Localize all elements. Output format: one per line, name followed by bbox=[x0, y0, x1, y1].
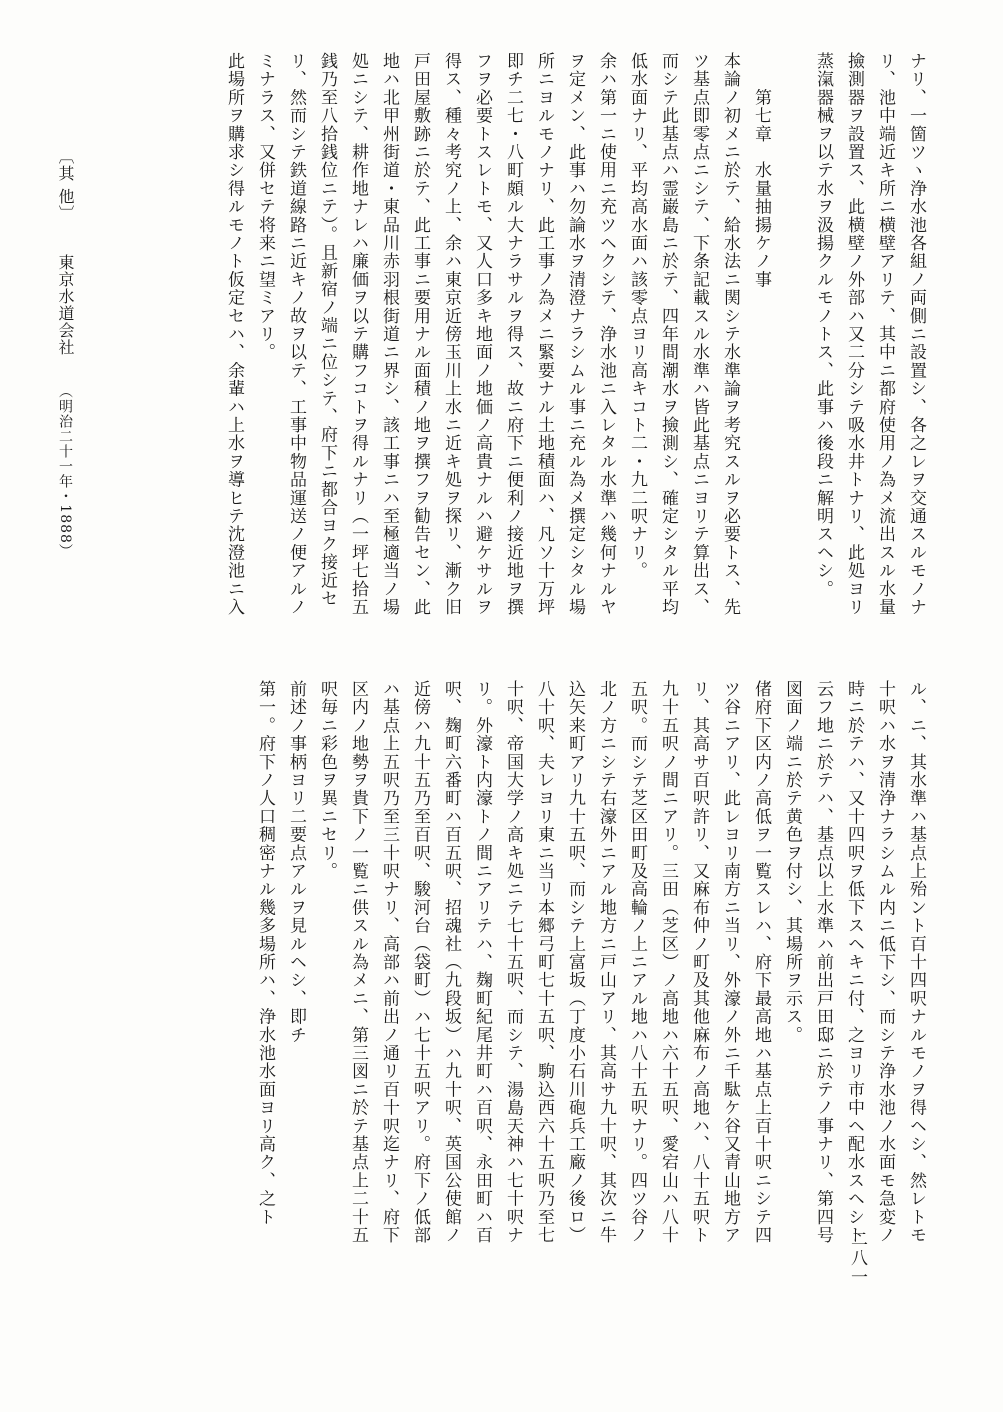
header-company: 東京水道会社 bbox=[56, 254, 75, 357]
text-column: 得ス、種々考究ノ上、余ハ東京近傍玉川上水ニ近キ処ヲ探リ、漸ク旧 bbox=[441, 52, 461, 617]
text-column: 地ハ北甲州街道・東品川赤羽根街道ニ界シ、該工事ニハ至極適当ノ場 bbox=[379, 52, 399, 617]
text-column: 銭乃至八拾銭位ニテ）。且新宿ノ端ニ位シテ、府下ニ都合ヨク接近セ bbox=[317, 52, 337, 608]
text-column: 前述ノ事柄ヨリ二要点アルヲ見ルヘシ、即チ bbox=[286, 680, 306, 1044]
text-column: リ、然而シテ鉄道線路ニ近キノ故ヲ以テ、工事中物品運送ノ便アルノ bbox=[286, 52, 306, 617]
text-column: リ、其高サ百呎許リ、又麻布仲ノ町及其他麻布ノ高地ハ、八十五呎ト bbox=[689, 680, 709, 1245]
text-column bbox=[776, 52, 807, 632]
page-number: 二八一 bbox=[847, 1230, 867, 1287]
text-column: 此場所ヲ購求シ得ルモノト仮定セハ、余輩ハ上水ヲ導ヒテ沈澄池ニ入 bbox=[224, 52, 244, 617]
text-column: 第七章 水量抽揚ケノ事 bbox=[751, 52, 771, 289]
text-column: ナリ、一箇ツヽ浄水池各組ノ両側ニ設置シ、各之レヲ交通スルモノナ bbox=[906, 52, 926, 617]
text-column: 云フ地ニ於テハ、基点以上水準ハ前出戸田邸ニ於テノ事ナリ、第四号 bbox=[813, 680, 833, 1245]
upper-text-block bbox=[121, 52, 931, 632]
text-column: リ、池中端近キ所ニ横壁アリテ、其中ニ都府使用ノ為メ流出スル水量 bbox=[875, 52, 895, 617]
text-column: 九十五呎ノ間ニアリ。三田（芝区）ノ高地ハ六十五呎、愛宕山ハ八十 bbox=[658, 680, 678, 1245]
text-column: 呎毎ニ彩色ヲ異ニセリ。 bbox=[317, 680, 337, 881]
header-date: （明治二十一年・1888） bbox=[57, 384, 73, 559]
text-column: 十呎、帝国大学ノ高キ処ニテ七十五呎、而シテ、湯島天神ハ七十呎ナ bbox=[503, 680, 523, 1245]
text-column: 図面ノ端ニ於テ黄色ヲ付シ、其場所ヲ示ス。 bbox=[782, 680, 802, 1044]
header-category: 〔其 他〕 bbox=[56, 148, 75, 223]
text-column: 本論ノ初メニ於テ、給水法ニ関シテ水準論ヲ考究スルヲ必要トス、先 bbox=[720, 52, 740, 617]
text-column: 十呎ハ水ヲ清浄ナラシムル内ニ低下シ、而シテ浄水池ノ水面モ急変ノ bbox=[875, 680, 895, 1245]
text-column: 込矢来町アリ九十五呎、而シテ上富坂（丁度小石川砲兵工廠ノ後ロ） bbox=[565, 680, 585, 1245]
text-column: 即チ二七・八町頗ル大ナラサルヲ得ス、故ニ府下ニ便利ノ接近地ヲ撰 bbox=[503, 52, 523, 617]
text-column: 北ノ方ニシテ右濠外ニアル地方ニ戸山アリ、其高サ九十呎、其次ニ牛 bbox=[596, 680, 616, 1245]
text-column: ヲ定メン、此事ハ勿論水ヲ清澄ナラシムル事ニ充ル為メ撰定シタル場 bbox=[565, 52, 585, 617]
text-column: 近傍ハ九十五乃至百呎、駿河台（袋町）ハ七十五呎アリ。府下ノ低部 bbox=[410, 680, 430, 1245]
text-column: 第一。府下ノ人口稠密ナル幾多場所ハ、浄水池水面ヨリ高ク、之ト bbox=[255, 680, 275, 1226]
text-column: 低水面ナリ、平均高水面ハ該零点ヨリ高キコト二・九二呎ナリ。 bbox=[627, 52, 647, 580]
text-column: 余ハ第一ニ使用ニ充ツヘクシテ、浄水池ニ入レタル水準ハ幾何ナルヤ bbox=[596, 52, 616, 617]
text-column: ル、ニ、其水準ハ基点上殆ント百十四呎ナルモノヲ得ヘシ、然レトモ bbox=[906, 680, 926, 1245]
text-column: フヲ必要トスレトモ、又人口多キ地面ノ地価ノ高貴ナルハ避ケサルヲ bbox=[472, 52, 492, 617]
running-header bbox=[54, 148, 77, 708]
text-column: 蒸滊器械ヲ以テ水ヲ汲揚クルモノトス、此事ハ後段ニ解明スヘシ。 bbox=[813, 52, 833, 598]
text-column: ツ谷ニアリ、此レヨリ南方ニ当リ、外濠ノ外ニ千駄ケ谷又青山地方ア bbox=[720, 680, 740, 1245]
text-column: 而シテ此基点ハ霊巌島ニ於テ、四年間潮水ヲ撿測シ、確定シタル平均 bbox=[658, 52, 678, 617]
text-column: 所ニヨルモノナリ、此工事ノ為メニ緊要ナル土地積面ハ、凡ソ十万坪 bbox=[534, 52, 554, 617]
text-column: 戸田屋敷跡ニ於テ、此工事ニ要用ナル面積ノ地ヲ撰フヲ勧告セン、此 bbox=[410, 52, 430, 617]
text-column: 呎、麹町六番町ハ百五呎、招魂社（九段坂）ハ九十呎、英国公使館ノ bbox=[441, 680, 461, 1245]
text-column: 撿測器ヲ設置ス、此横壁ノ外部ハ又二分シテ吸水井トナリ、此処ヨリ bbox=[844, 52, 864, 617]
text-column: 五呎。而シテ芝区田町及高輪ノ上ニアル地ハ八十五呎ナリ。四ツ谷ノ bbox=[627, 680, 647, 1245]
text-column: ハ基点上五呎乃至三十呎ナリ、高部ハ前出ノ通リ百十呎迄ナリ、府下 bbox=[379, 680, 399, 1245]
text-column: 区内ノ地勢ヲ貴下ノ一覧ニ供スル為メニ、第三図ニ於テ基点上二十五 bbox=[348, 680, 368, 1245]
text-column: 処ニシテ、耕作地ナレハ廉価ヲ以テ購フコトヲ得ルナリ（一坪七拾五 bbox=[348, 52, 368, 617]
text-column: ツ基点即零点ニシテ、下条記載スル水準ハ皆此基点ニヨリテ算出ス、 bbox=[689, 52, 709, 617]
text-column: 時ニ於テハ、又十四呎ヲ低下スヘキニ付、之ヨリ市中ヘ配水スヘシト bbox=[844, 680, 864, 1245]
lower-text-block bbox=[231, 680, 931, 1258]
text-column: 偖府下区内ノ高低ヲ一覧スレハ、府下最高地ハ基点上百十呎ニシテ四 bbox=[751, 680, 771, 1245]
text-column: ミナラス、又併セテ将来ニ望ミアリ。 bbox=[255, 52, 275, 362]
text-column: 八十呎、夫レヨリ東ニ当リ本郷弓町七十五呎、駒込西六十五呎乃至七 bbox=[534, 680, 554, 1245]
text-column: リ。外濠ト内濠トノ間ニアリテハ、麹町紀尾井町ハ百呎、永田町ハ百 bbox=[472, 680, 492, 1245]
